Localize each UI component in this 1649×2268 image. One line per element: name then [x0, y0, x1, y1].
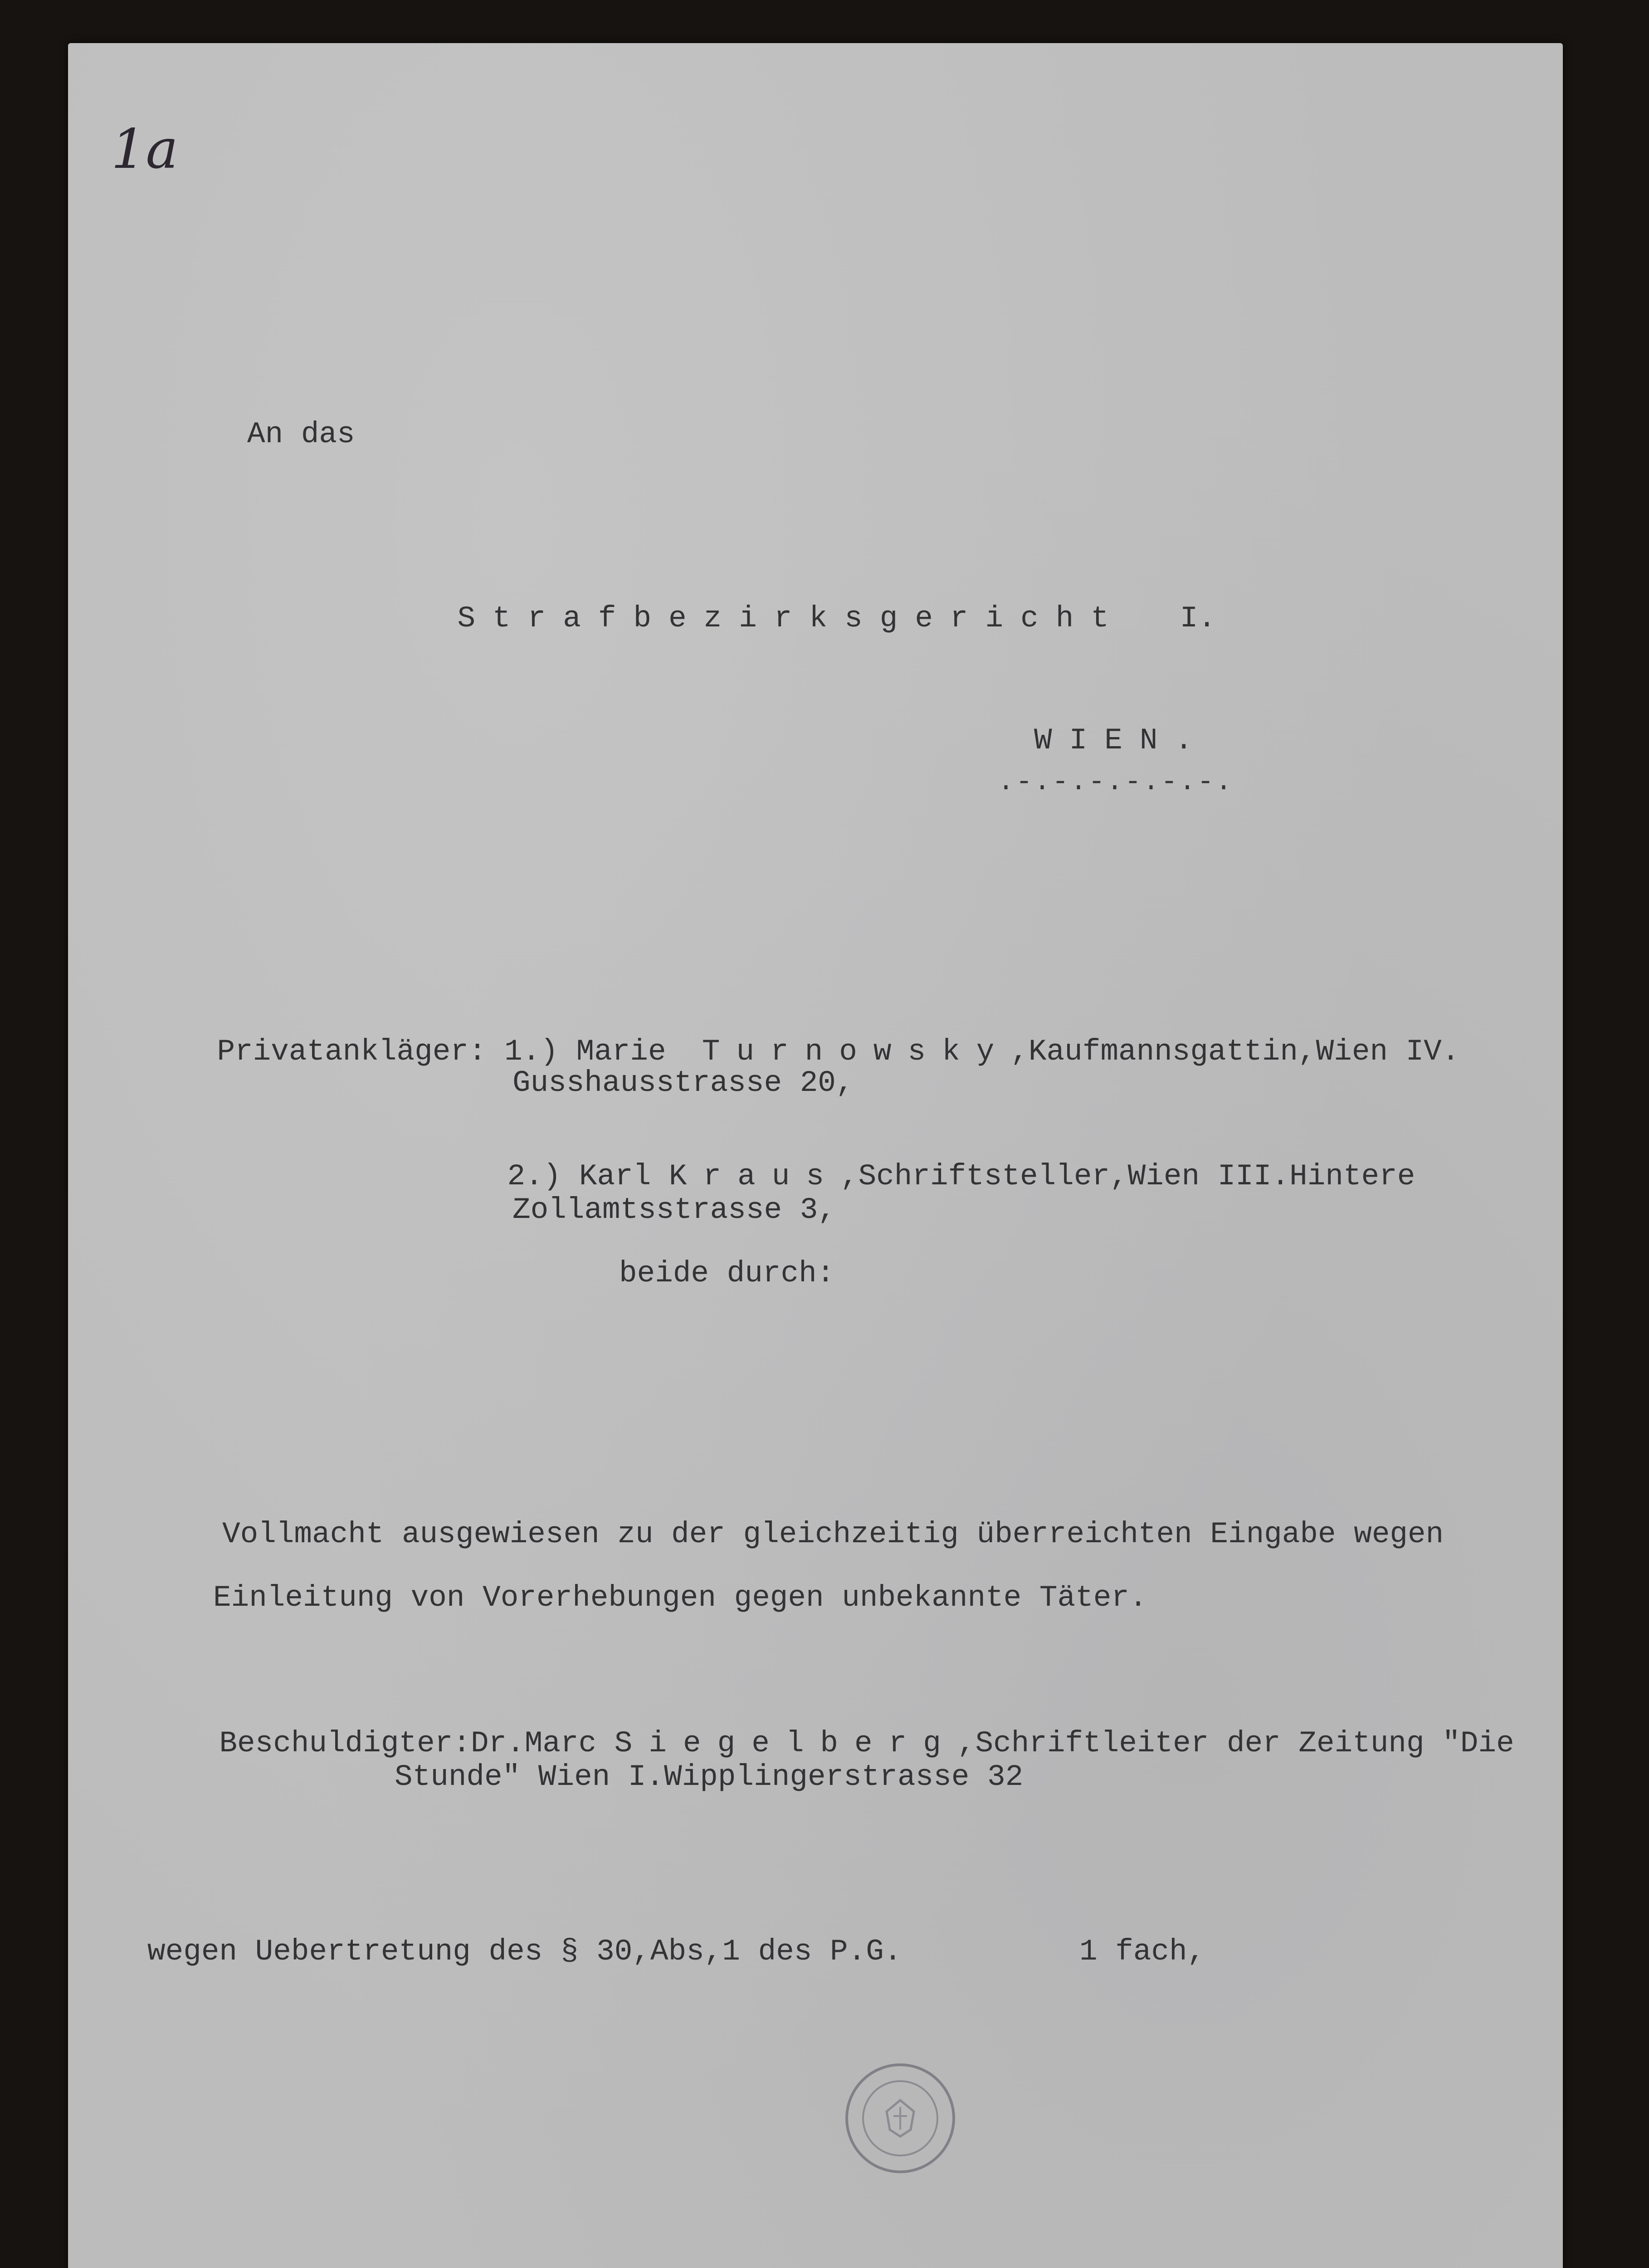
- offense-line: wegen Uebertretung des § 30,Abs,1 des P.G.: [147, 1935, 902, 1969]
- copies: 1 fach,: [1079, 1935, 1205, 1969]
- plaintiff-1-details: ,Kaufmannsgattin,Wien IV.: [1010, 1035, 1460, 1069]
- plaintiff-2-surname: Kraus: [668, 1159, 840, 1193]
- city: WIEN.: [1034, 723, 1210, 758]
- plaintiff-2-address: Zollamtsstrasse 3,: [512, 1193, 836, 1227]
- accused-label: Beschuldigter:: [219, 1726, 471, 1760]
- court-name-line: [385, 574, 1216, 664]
- plaintiff-1-number: 1.): [504, 1035, 558, 1069]
- accused-line-2: Stunde" Wien I.Wipplingerstrasse 32: [395, 1760, 1024, 1794]
- document-page: [68, 43, 1563, 2268]
- handwritten-annotation: 1a: [111, 118, 178, 181]
- power-of-attorney-line-2: Einleitung von Vorerhebungen gegen unbekannte Täter.: [213, 1581, 1147, 1615]
- court-number: I.: [1180, 601, 1216, 635]
- city-underline: .-.-.-.-.-.-.: [998, 767, 1234, 798]
- both-through: beide durch:: [619, 1256, 835, 1290]
- round-seal-stamp: [839, 2057, 961, 2180]
- plaintiff-1-address: Gusshausstrasse 20,: [512, 1066, 854, 1100]
- plaintiff-2-number: 2.): [507, 1159, 561, 1193]
- accused-details: ,Schriftleiter der Zeitung "Die: [957, 1726, 1514, 1760]
- plaintiff-2-details: ,Schriftsteller,Wien III.Hintere: [840, 1159, 1415, 1193]
- accused-surname: Siegelberg: [614, 1726, 957, 1760]
- power-of-attorney-line-1: Vollmacht ausgewiesen zu der gleichzeitig überreichten Eingabe wegen: [222, 1517, 1444, 1551]
- plaintiff-2-first-name: Karl: [579, 1159, 651, 1193]
- plaintiff-1-first-name: Marie: [576, 1035, 666, 1069]
- plaintiffs-label: Privatankläger:: [217, 1035, 487, 1069]
- accused-title: Dr.Marc: [470, 1726, 597, 1760]
- plaintiff-1-surname: Turnowsky: [702, 1035, 1011, 1069]
- court-name: Strafbezirksgericht: [457, 601, 1126, 635]
- address-to: An das: [247, 417, 355, 451]
